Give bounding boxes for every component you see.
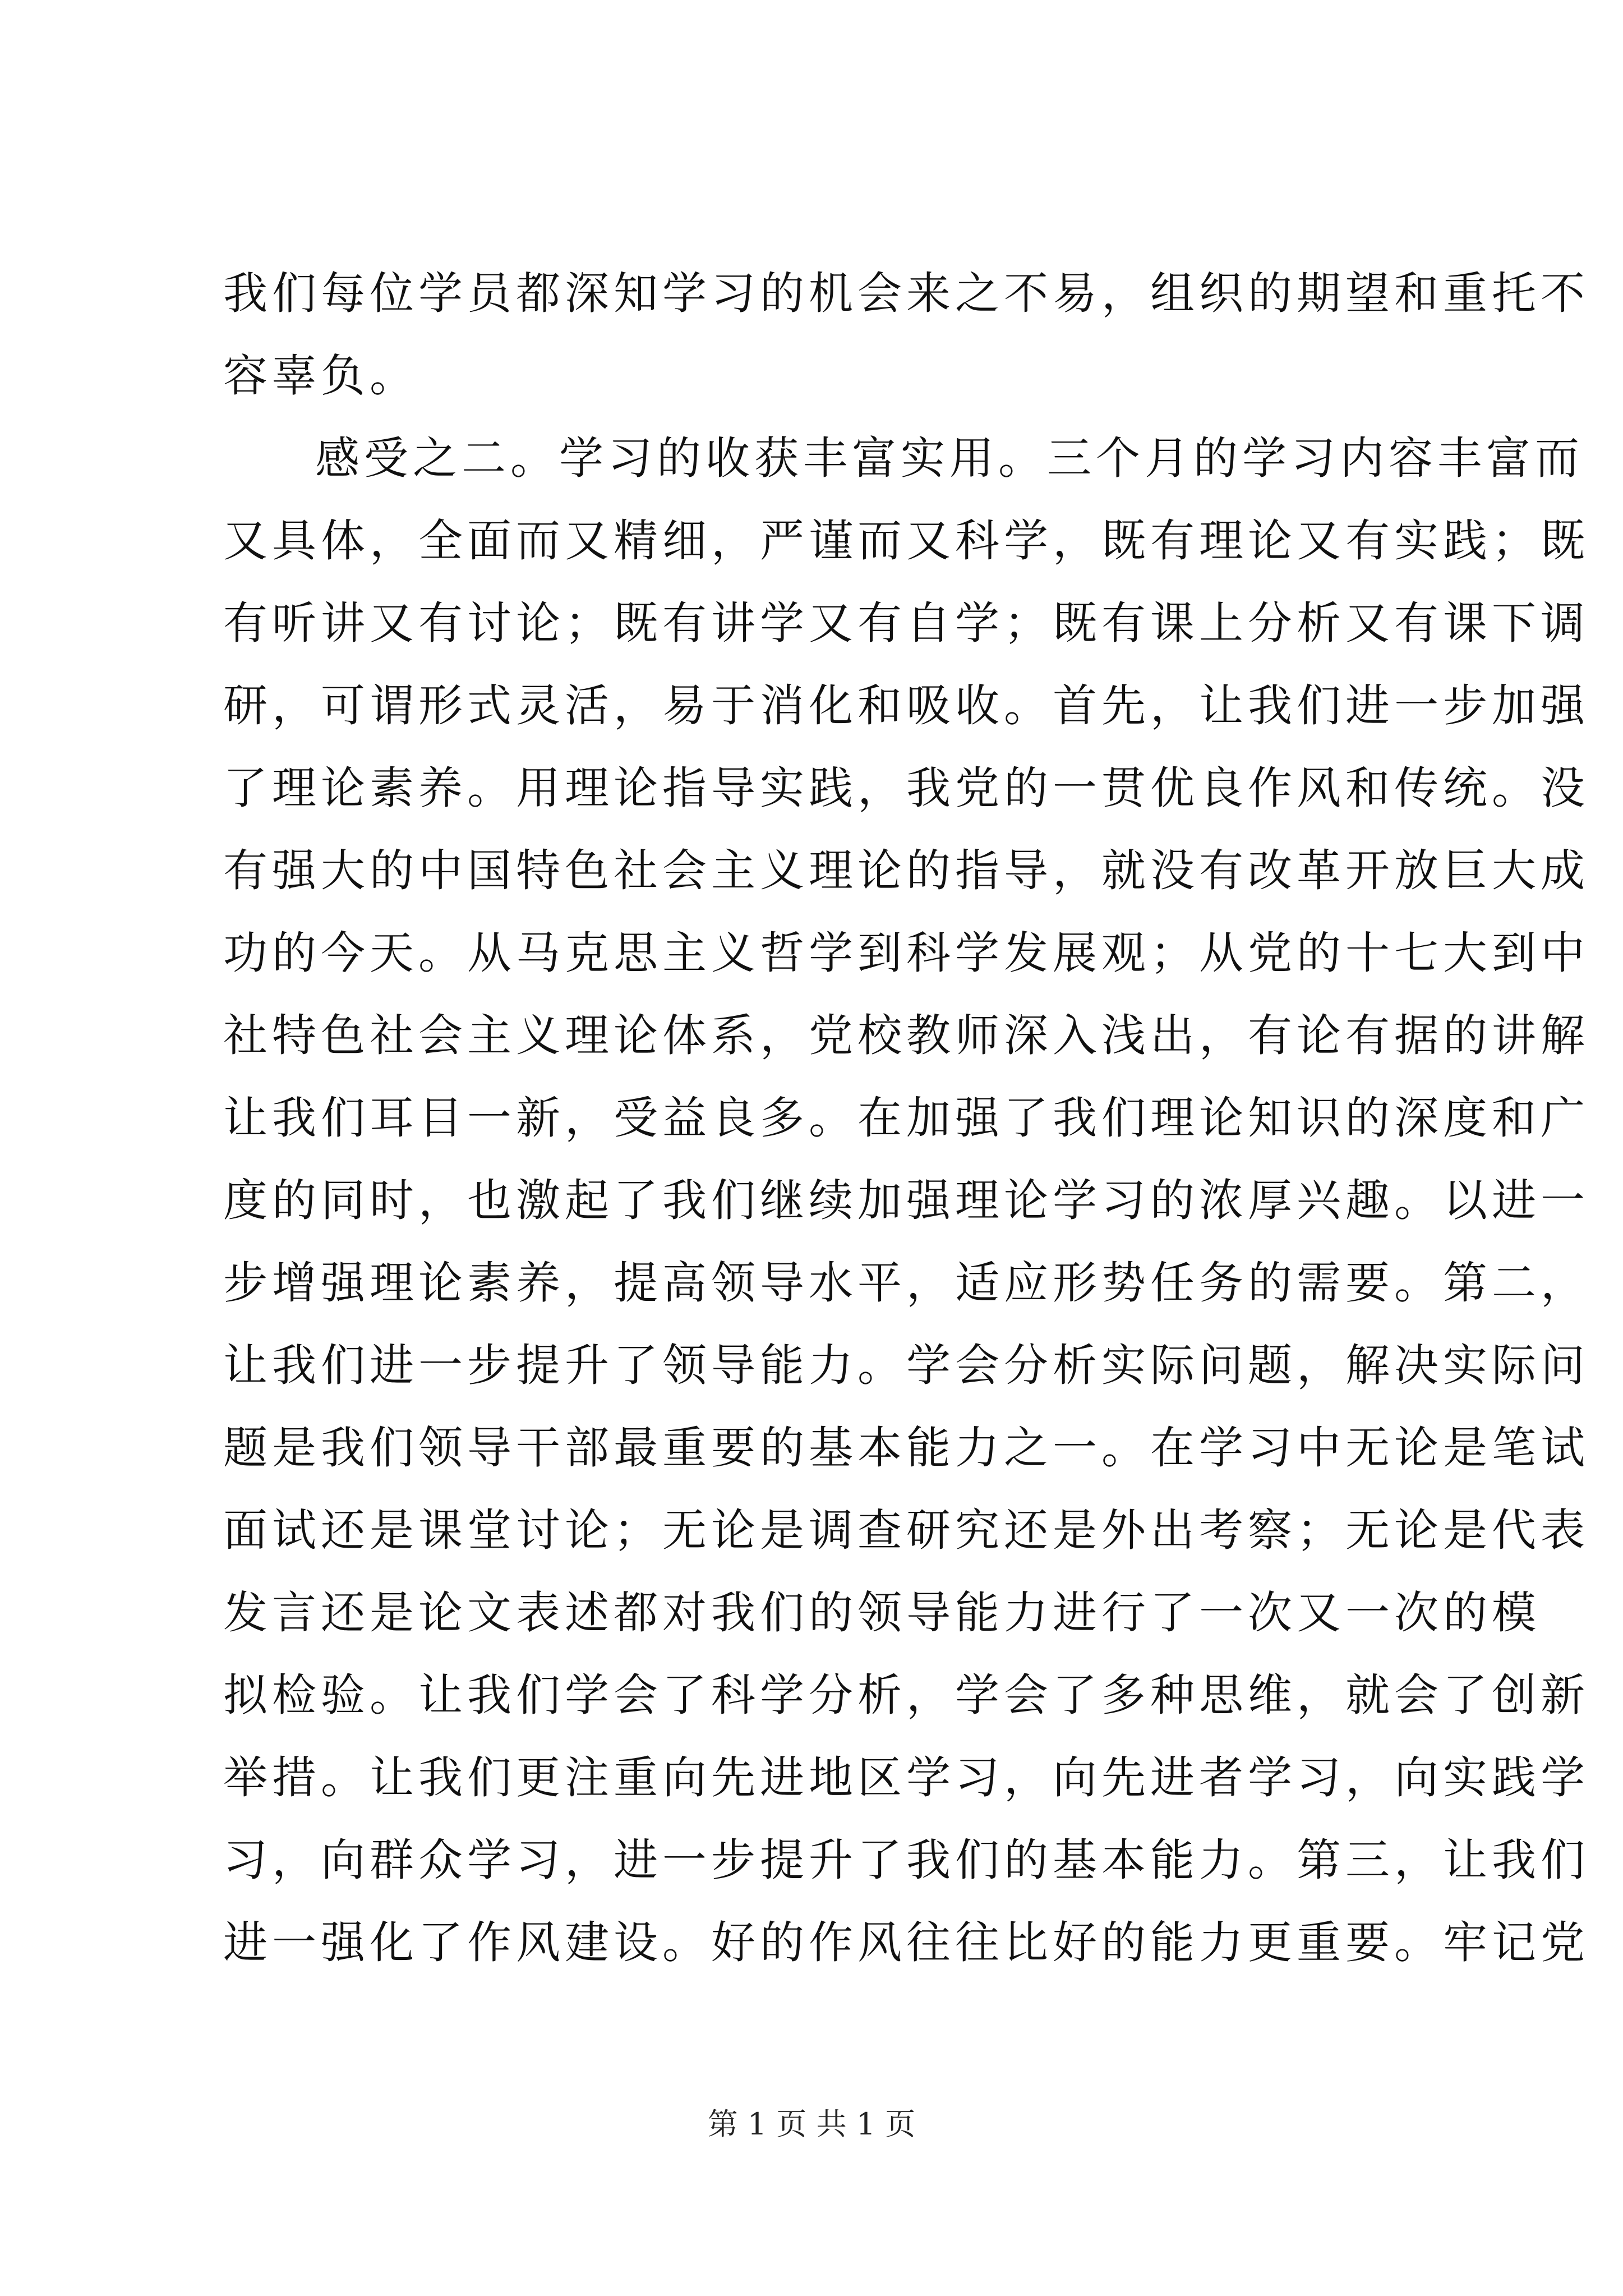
text-line-9: 功的今天。从马克思主义哲学到科学发展观；从党的十七大到中 xyxy=(223,927,1589,979)
text-line-14: 让我们进一步提升了领导能力。学会分析实际问题，解决实际问 xyxy=(223,1340,1589,1391)
text-line-1: 我们每位学员都深知学习的机会来之不易，组织的期望和重托不 xyxy=(223,268,1589,319)
text-line-15: 题是我们领导干部最重要的基本能力之一。在学习中无论是笔试 xyxy=(223,1422,1589,1474)
text-line-16: 面试还是课堂讨论；无论是调查研究还是外出考察；无论是代表 xyxy=(223,1504,1589,1556)
text-line-8: 有强大的中国特色社会主义理论的指导，就没有改革开放巨大成 xyxy=(223,845,1589,896)
text-line-11: 让我们耳目一新，受益良多。在加强了我们理论知识的深度和广 xyxy=(223,1092,1589,1144)
page-number-footer: 第 1 页 共 1 页 xyxy=(707,2106,916,2142)
text-line-6: 研，可谓形式灵活，易于消化和吸收。首先，让我们进一步加强 xyxy=(223,680,1589,731)
text-line-17: 发言还是论文表述都对我们的领导能力进行了一次又一次的模 xyxy=(223,1587,1541,1639)
text-line-20: 习，向群众学习，进一步提升了我们的基本能力。第三，让我们 xyxy=(223,1834,1589,1886)
text-line-13: 步增强理论素养，提高领导水平，适应形势任务的需要。第二， xyxy=(223,1257,1589,1309)
text-line-10: 社特色社会主义理论体系，党校教师深入浅出，有论有据的讲解 xyxy=(223,1010,1589,1061)
text-line-5: 有听讲又有讨论；既有讲学又有自学；既有课上分析又有课下调 xyxy=(223,597,1589,649)
paragraph-start-line: 感受之二。学习的收获丰富实用。三个月的学习内容丰富而 xyxy=(315,432,1584,484)
text-line-18: 拟检验。让我们学会了科学分析，学会了多种思维，就会了创新 xyxy=(223,1669,1589,1721)
text-line-4: 又具体，全面而又精细，严谨而又科学，既有理论又有实践；既 xyxy=(223,515,1589,567)
text-line-19: 举措。让我们更注重向先进地区学习，向先进者学习，向实践学 xyxy=(223,1752,1589,1803)
text-line-21: 进一强化了作风建设。好的作风往往比好的能力更重要。牢记党 xyxy=(223,1917,1589,1968)
text-line-2: 容辜负。 xyxy=(223,350,418,402)
text-line-7: 了理论素养。用理论指导实践，我党的一贯优良作风和传统。没 xyxy=(223,762,1589,814)
body-text xyxy=(223,252,1589,1984)
text-line-12: 度的同时，也激起了我们继续加强理论学习的浓厚兴趣。以进一 xyxy=(223,1175,1589,1226)
